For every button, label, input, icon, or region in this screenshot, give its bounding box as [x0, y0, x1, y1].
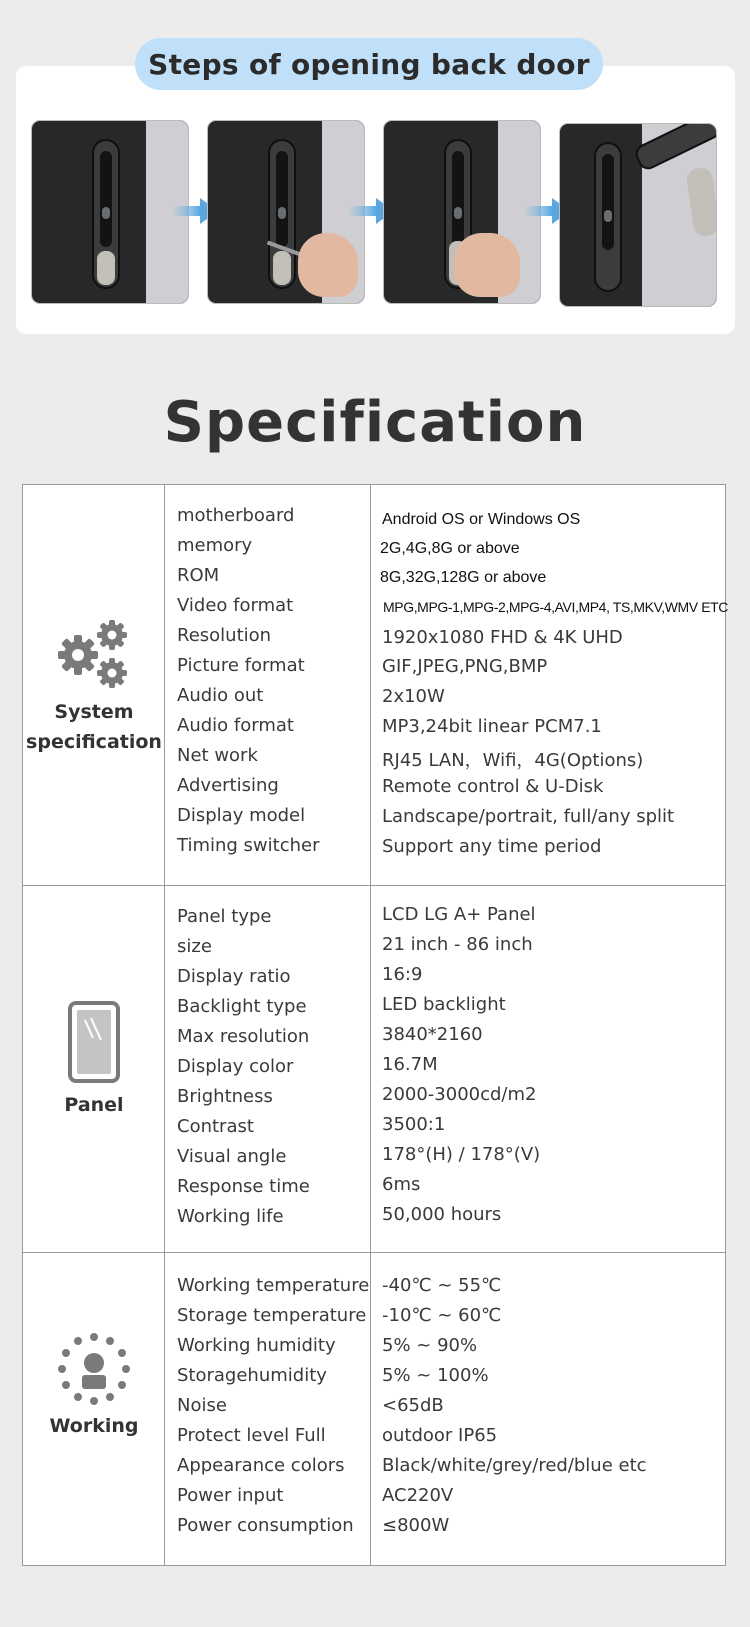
spec-label: Backlight type: [177, 996, 307, 1017]
spec-value: 3840*2160: [382, 1024, 483, 1045]
spec-label: Advertising: [177, 775, 279, 796]
spec-value: MP3,24bit linear PCM7.1: [382, 716, 602, 737]
spec-label: Appearance colors: [177, 1455, 345, 1476]
spec-label: Resolution: [177, 625, 272, 646]
spec-value: Android OS or Windows OS: [382, 511, 581, 528]
spec-value: Landscape/portrait, full/any split: [382, 806, 675, 827]
spec-label: Power consumption: [177, 1515, 354, 1536]
step-photo-4: [559, 123, 717, 307]
step-photo-2: [207, 120, 365, 304]
spec-value: 50,000 hours: [382, 1204, 502, 1225]
spec-label: Visual angle: [177, 1146, 287, 1167]
person-dotted-circle-icon: [58, 1333, 130, 1405]
spec-label: Audio format: [177, 715, 294, 736]
spec-value: RJ45 LAN，Wifi，4G(Options): [382, 750, 644, 771]
specification-table: [22, 484, 729, 1566]
spec-label: Working humidity: [177, 1335, 336, 1356]
spec-label: Working temperature: [177, 1275, 370, 1296]
spec-label: Net work: [177, 745, 258, 766]
spec-label: Panel type: [177, 906, 272, 927]
spec-label: Working life: [177, 1206, 284, 1227]
spec-label: memory: [177, 535, 253, 556]
spec-value: -40℃ ~ 55℃: [382, 1275, 502, 1296]
spec-value: LCD LG A+ Panel: [382, 904, 536, 925]
category-panel: [23, 1000, 165, 1120]
spec-value: -10℃ ~ 60℃: [382, 1305, 502, 1326]
category-working: [23, 1333, 165, 1441]
spec-label: ROM: [177, 565, 220, 586]
step-photo-3: [383, 120, 541, 304]
spec-label: Timing switcher: [177, 835, 320, 856]
spec-value: ≤800W: [382, 1515, 450, 1536]
category-label: specification: [26, 731, 162, 753]
spec-value: 2x10W: [382, 686, 445, 707]
spec-label: Power input: [177, 1485, 284, 1506]
spec-value: Remote control & U-Disk: [382, 776, 604, 797]
spec-label: Max resolution: [177, 1026, 310, 1047]
steps-title: Steps of opening back door: [148, 47, 590, 81]
spec-label: Display color: [177, 1056, 294, 1077]
spec-value: Support any time period: [382, 836, 602, 857]
spec-label: Storagehumidity: [177, 1365, 327, 1386]
spec-value: Black/white/grey/red/blue etc: [382, 1455, 647, 1476]
spec-value: GIF,JPEG,PNG,BMP: [382, 656, 548, 677]
spec-label: Display model: [177, 805, 306, 826]
spec-label: Response time: [177, 1176, 310, 1197]
spec-value: 21 inch - 86 inch: [382, 934, 533, 955]
spec-value: 5% ~ 100%: [382, 1365, 489, 1386]
spec-value: 1920x1080 FHD & 4K UHD: [382, 627, 623, 648]
spec-label: Storage temperature: [177, 1305, 367, 1326]
spec-label: Display ratio: [177, 966, 291, 987]
spec-value: 16:9: [382, 964, 423, 985]
spec-label: Noise: [177, 1395, 227, 1416]
spec-label: Contrast: [177, 1116, 254, 1137]
spec-label: size: [177, 936, 212, 957]
spec-label: Picture format: [177, 655, 305, 676]
category-system: [23, 619, 165, 757]
spec-value: MPG,MPG-1,MPG-2,MPG-4,AVI,MP4, TS,MKV,WMV ETC: [383, 599, 729, 615]
spec-value: LED backlight: [382, 994, 506, 1015]
spec-value: AC220V: [382, 1485, 454, 1506]
spec-value: 2000-3000cd/m2: [382, 1084, 537, 1105]
spec-label: Brightness: [177, 1086, 273, 1107]
step-photo-1: [31, 120, 189, 304]
spec-label: Protect level Full: [177, 1425, 326, 1446]
spec-value: <65dB: [382, 1395, 444, 1416]
spec-value: outdoor IP65: [382, 1425, 498, 1446]
gears-icon: [58, 619, 130, 691]
spec-label: motherboard: [177, 505, 295, 526]
spec-value: 8G,32G,128G or above: [380, 569, 547, 586]
spec-value: 2G,4G,8G or above: [380, 540, 520, 557]
panel-icon: [67, 1000, 121, 1084]
specification-title: Specification: [163, 390, 587, 455]
spec-label: Audio out: [177, 685, 264, 706]
spec-value: 5% ~ 90%: [382, 1335, 478, 1356]
spec-label: Video format: [177, 595, 294, 616]
category-label: Working: [49, 1415, 139, 1437]
spec-value: 6ms: [382, 1174, 421, 1195]
spec-value: 16.7M: [382, 1054, 438, 1075]
spec-value: 3500:1: [382, 1114, 446, 1135]
category-label: Panel: [64, 1094, 124, 1116]
category-label: System: [54, 701, 134, 723]
steps-title-pill: [135, 38, 603, 90]
spec-value: 178°(H) / 178°(V): [382, 1144, 541, 1165]
